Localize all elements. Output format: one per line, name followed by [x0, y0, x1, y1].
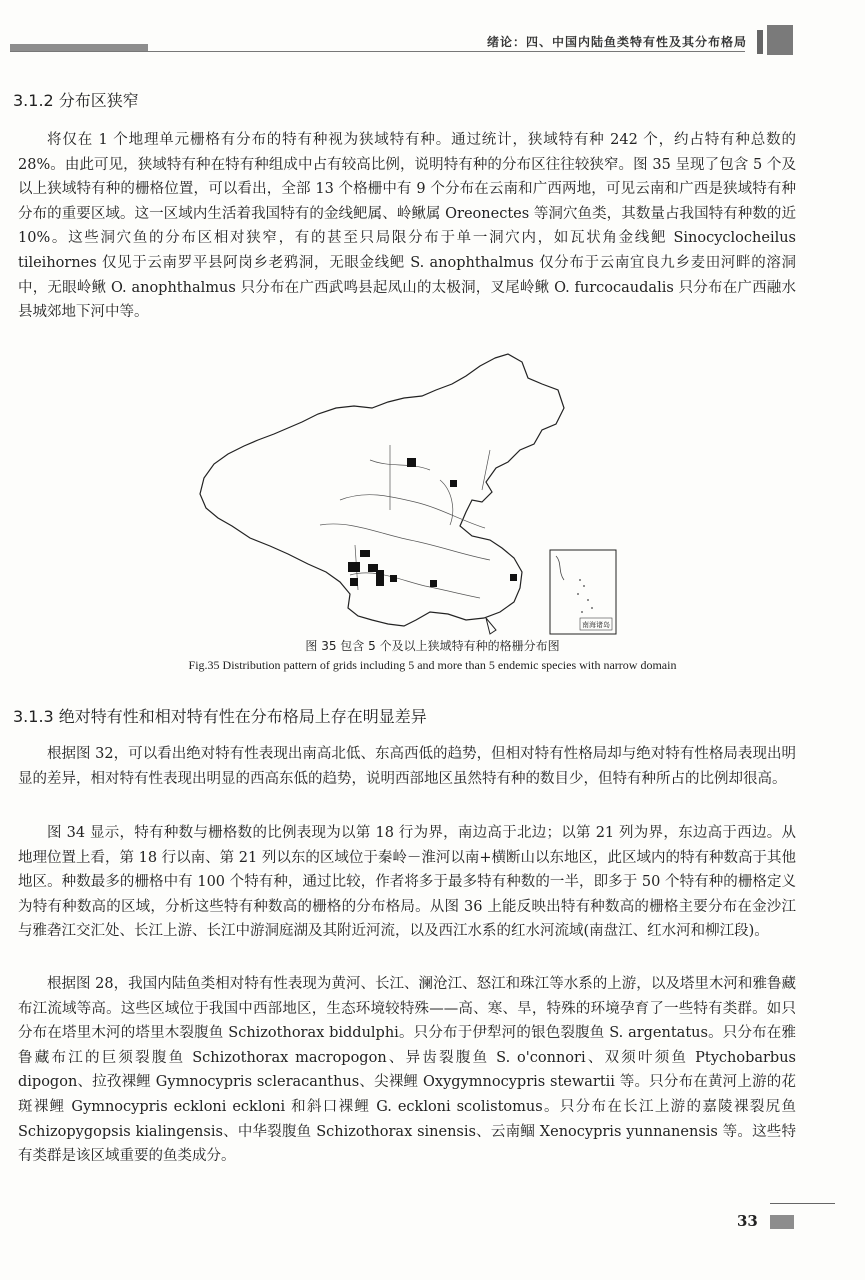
china-map-figure [190, 350, 620, 640]
page-number: 33 [737, 1212, 758, 1230]
paragraph-3-1-2: 将仅在 1 个地理单元栅格有分布的特有种视为狭域特有种。通过统计，狭域特有种 242 个，约占特有种总数的 28%。由此可见，狭域特有种在特有种组成中占有较高比例，说明特有种的分布区往往较狭窄。图 35 呈现了包含 5 个及以上狭域特有种的栅格位置，可以看出，全部 13 个格栅中有 9 个分布在云南和广西两地，可见云南和广西是狭域特有种分布的重要区域。这一区域内生活着我国特有的金线鲃属、岭鳅属 Oreonectes 等洞穴鱼类，其数量占我国特有种数的近 10%。这些洞穴鱼的分布区相对狭窄，有的甚至只局限分布于单一洞穴内，如瓦状角金线鲃 Sinocyclocheilus tileihornes 仅见于云南罗平县阿岗乡老鸦洞，无眼金线鲃 S. anophthalmus 仅分布于云南宜良九乡麦田河畔的溶洞中，无眼岭鳅 O. anophthalmus 只分布在广西武鸣县起凤山的太极洞，叉尾岭鳅 O. furcocaudalis 只分布在广西融水县城郊地下河中等。 [18, 132, 796, 321]
section-heading-3-1-2: 3.1.2 分布区狭窄 [13, 91, 139, 110]
river-lines [320, 445, 490, 598]
section-heading-3-1-3: 3.1.3 绝对特有性和相对特有性在分布格局上存在明显差异 [13, 707, 427, 726]
paragraph-3-1-3-b: 图 34 显示，特有种数与栅格数的比例表现为以第 18 行为界，南边高于北边；以第 21 列为界，东边高于西边。从地理位置上看，第 18 行以南、第 21 列以东的区域位于秦岭－淮河以南+横断山以东地区，此区域内的特有种数高于其他地区。种数最多的栅格中有 100 个特有种，通过比较，作者将多于最多特有种数的一半，即多于 50 个特有种的栅格定义为特有种数高的区域，分析这些特有种数高的栅格的分布格局。从图 36 上能反映出特有种数高的栅格主要分布在金沙江与雅砻江交汇处、长江上游、长江中游洞庭湖及其附近河流，以及西江水系的红水河流域(南盘江、红水河和柳江段)。 [18, 825, 796, 940]
inset-label: 南海诸岛 [582, 621, 610, 629]
grid-cell [376, 570, 384, 586]
running-head: 绪论：四、中国内陆鱼类特有性及其分布格局 [486, 35, 747, 49]
grid-cell [390, 575, 397, 582]
figure-caption-en: Fig.35 Distribution pattern of grids including 5 and more than 5 endemic species with narrow domain [188, 658, 677, 672]
grid-cell [350, 578, 358, 586]
grid-cell [450, 480, 457, 487]
grid-cell [348, 562, 360, 572]
paragraph-3-1-3-c: 根据图 28，我国内陆鱼类相对特有性表现为黄河、长江、澜沧江、怒江和珠江等水系的上游，以及塔里木河和雅鲁藏布江流域等高。这些区域位于我国中西部地区，生态环境较特殊——高、寒、旱，特殊的环境孕育了一些特有类群。如只分布在塔里木河的塔里木裂腹鱼 Schizothorax biddulphi。只分布于伊犁河的银色裂腹鱼 S. argentatus。只分布在雅鲁藏布江的巨须裂腹鱼 Schizothorax macropogon、异齿裂腹鱼 S. o'connori、双须叶须鱼 Ptychobarbus dipogon、拉孜裸鲤 Gymnocypris scleracanthus、尖裸鲤 Oxygymnocypris stewartii 等。只分布在黄河上游的花斑裸鲤 Gymnocypris eckloni eckloni 和斜口裸鲤 G. eckloni scolistomus。只分布在长江上游的嘉陵裸裂尻鱼 Schizopygopsis kialingensis、中华裂腹鱼 Schizothorax sinensis、云南鲴 Xenocypris yunnanensis 等。这些特有类群是该区域重要的鱼类成分。 [18, 976, 796, 1165]
footer-rule [770, 1203, 835, 1204]
paragraph-3-1-3-a: 根据图 32，可以看出绝对特有性表现出南高北低、东高西低的趋势，但相对特有性格局却与绝对特有性格局表现出明显的差异，相对特有性表现出明显的西高东低的趋势，说明西部地区虽然特有种的数目少，但特有种所占的比例却很高。 [18, 746, 796, 787]
grid-cell [510, 574, 517, 581]
header-rule [10, 51, 745, 52]
grid-cell [430, 580, 437, 587]
grid-cell [360, 550, 370, 557]
south-china-sea-inset [550, 550, 616, 634]
grid-cell [407, 458, 416, 467]
footer-decor-block [770, 1215, 794, 1229]
header-decor-block [757, 30, 763, 54]
grid-cells [348, 458, 517, 587]
hainan-island [486, 618, 496, 634]
figure-caption-cn: 图 35 包含 5 个及以上狭域特有种的格栅分布图 [305, 639, 560, 653]
header-decor-block [767, 25, 793, 55]
